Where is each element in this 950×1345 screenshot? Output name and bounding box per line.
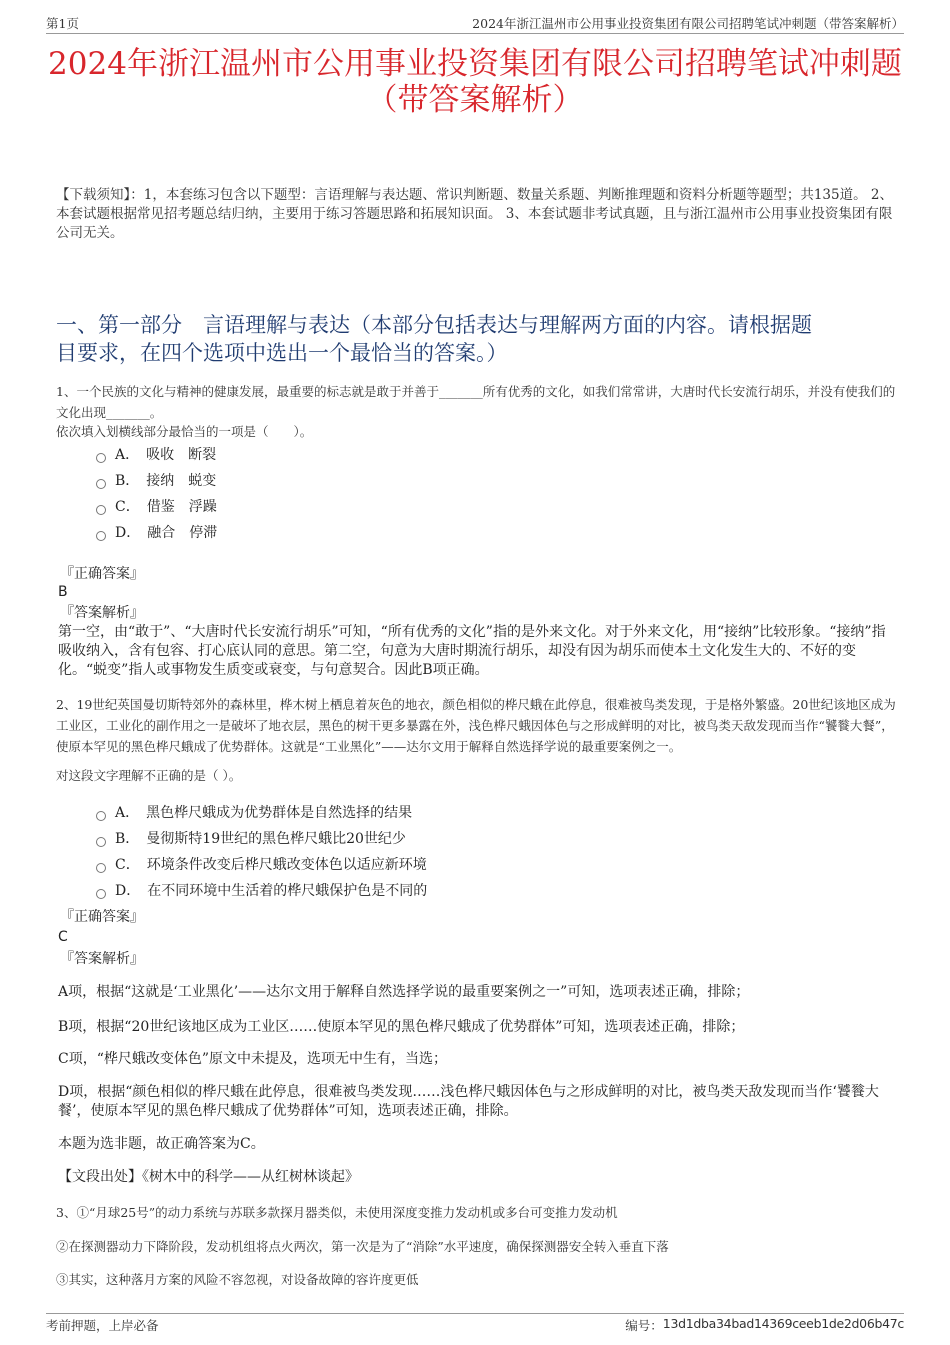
footer-divider — [46, 1313, 904, 1314]
question-3-sentence-2: ②在探测器动力下降阶段，发动机组将点火两次，第一次是为了“消除”水平速度，确保探测器安全转入垂直下落 — [56, 1239, 669, 1254]
question-1-option-c[interactable] — [96, 498, 217, 516]
question-2-answer: C — [58, 929, 68, 945]
question-1-stem: 1、一个民族的文化与精神的健康发展，最重要的标志就是敢于并善于_______所有优秀的文化，如我们常常讲，大唐时代长安流行胡乐，并没有使我们的文化出现_______。 — [56, 384, 896, 420]
option-label: D． 融合 停滞 — [115, 525, 218, 541]
question-1-answer: B — [58, 584, 68, 600]
option-label: A． 吸收 断裂 — [115, 447, 217, 463]
question-2-analysis-d: D项，根据“颜色相似的桦尺蛾在此停息，很难被鸟类发现……浅色桦尺蛾因体色与之形成鲜明的对比，被鸟类天敌发现而当作‘饕餮大餐’，使原本罕见的黑色桦尺蛾成了优势群体”可知，选项表述正确，排除。 — [58, 1084, 879, 1119]
header-divider — [46, 33, 904, 34]
question-1-answer-label: 『正确答案』 — [60, 566, 144, 582]
page-title: 2024年浙江温州市公用事业投资集团有限公司招聘笔试冲刺题 — [48, 46, 902, 82]
question-2-analysis-b: B项，根据“20世纪该地区成为工业区……使原本罕见的黑色桦尺蛾成了优势群体”可知，选项表述正确，排除； — [58, 1019, 745, 1035]
question-2-option-d[interactable] — [96, 882, 427, 900]
question-1-option-b[interactable] — [96, 472, 216, 490]
question-2-option-a[interactable] — [96, 804, 412, 822]
radio-icon[interactable] — [96, 889, 106, 899]
question-1-analysis-label: 『答案解析』 — [60, 605, 144, 621]
footer-code-value: 13d1dba34bad14369ceeb1de2d06b47c — [662, 1316, 904, 1331]
option-label: A． 黑色桦尺蛾成为优势群体是自然选择的结果 — [115, 805, 413, 821]
radio-icon[interactable] — [96, 837, 106, 847]
question-1-analysis: 第一空，由“敢于”、“大唐时代长安流行胡乐”可知，“所有优秀的文化”指的是外来文化。对于外来文化，用“接纳”比较形象。“接纳”指吸收纳入，含有包容、打心底认同的意思。第二空，句意为大唐时期流行胡乐，却没有因为胡乐而使本土文化发生大的、不好的变化。“蜕变”指人或事物发生质变或衰变，与句意契合。因此B项正确。 — [58, 624, 886, 678]
footer-code — [625, 1316, 904, 1334]
question-2-conclusion: 本题为选非题，故正确答案为C。 — [58, 1136, 265, 1152]
question-2-stem: 2、19世纪英国曼切斯特郊外的森林里，桦木树上栖息着灰色的地衣，颜色相似的桦尺蛾在此停息，很难被鸟类发现，于是格外繁盛。20世纪该地区成为工业区，工业化的副作用之一是破坏了地衣层，黑色的树干更多暴露在外，浅色桦尺蛾因体色与之形成鲜明的对比，被鸟类天敌发现而当作“饕餮大餐”，使原本罕见的黑色桦尺蛾成了优势群体。这就是“工业黑化”——达尔文用于解释自然选择学说的最重要案例之一。 — [56, 697, 896, 754]
option-label: D． 在不同环境中生活着的桦尺蛾保护色是不同的 — [115, 883, 428, 899]
question-2-analysis-c: C项，“桦尺蛾改变体色”原文中未提及，选项无中生有，当选； — [58, 1051, 448, 1067]
option-label: B． 接纳 蜕变 — [115, 473, 217, 489]
radio-icon[interactable] — [96, 453, 106, 463]
header-doc-title: 2024年浙江温州市公用事业投资集团有限公司招聘笔试冲刺题（带答案解析） — [472, 16, 904, 31]
footer-slogan: 考前押题，上岸必备 — [46, 1318, 159, 1333]
question-2-source: 【文段出处】《树木中的科学——从红树林谈起》 — [58, 1169, 359, 1185]
section-title: 一、第一部分 言语理解与表达（本部分包括表达与理解两方面的内容。请根据题 — [56, 313, 812, 337]
page-number: 第1页 — [46, 16, 79, 31]
question-2-option-c[interactable] — [96, 856, 427, 874]
question-3-sentence-1: 3、①“月球25号”的动力系统与苏联多款探月器类似，未使用深度变推力发动机或多台可变推力发动机 — [56, 1205, 618, 1220]
radio-icon[interactable] — [96, 479, 106, 489]
option-label: C． 环境条件改变后桦尺蛾改变体色以适应新环境 — [115, 857, 427, 873]
question-1-option-a[interactable] — [96, 446, 216, 464]
question-2-prompt: 对这段文字理解不正确的是（ ）。 — [56, 768, 242, 783]
footer-code-label: 编号： — [625, 1318, 663, 1333]
section-title-line2: 目要求，在四个选项中选出一个最恰当的答案。） — [56, 341, 508, 365]
radio-icon[interactable] — [96, 531, 106, 541]
radio-icon[interactable] — [96, 863, 106, 873]
question-2-analysis-a: A项，根据“这就是‘工业黑化’——达尔文用于解释自然选择学说的最重要案例之一”可知，选项表述正确，排除； — [58, 984, 750, 1000]
question-1-prompt: 依次填入划横线部分最恰当的一项是（ ）。 — [56, 424, 313, 439]
question-2-answer-label: 『正确答案』 — [60, 909, 144, 925]
option-label: C． 借鉴 浮躁 — [115, 499, 217, 515]
page-title-subtitle: （带答案解析） — [366, 82, 584, 118]
question-2-analysis-label: 『答案解析』 — [60, 951, 144, 967]
radio-icon[interactable] — [96, 811, 106, 821]
question-1-option-d[interactable] — [96, 524, 217, 542]
option-label: B． 曼彻斯特19世纪的黑色桦尺蛾比20世纪少 — [115, 831, 406, 847]
radio-icon[interactable] — [96, 505, 106, 515]
download-notice: 【下载须知】：1，本套练习包含以下题型：言语理解与表达题、常识判断题、数量关系题、判断推理题和资料分析题等题型；共135道。 2、本套试题根据常见招考题总结归纳，主要用于练习答题思路和拓展知识面。 3、本套试题非考试真题，且与浙江温州市公用事业投资集团有限公司无关。 — [56, 187, 893, 241]
question-3-sentence-3: ③其实，这种落月方案的风险不容忽视，对设备故障的容许度更低 — [56, 1272, 419, 1287]
question-2-option-b[interactable] — [96, 830, 406, 848]
